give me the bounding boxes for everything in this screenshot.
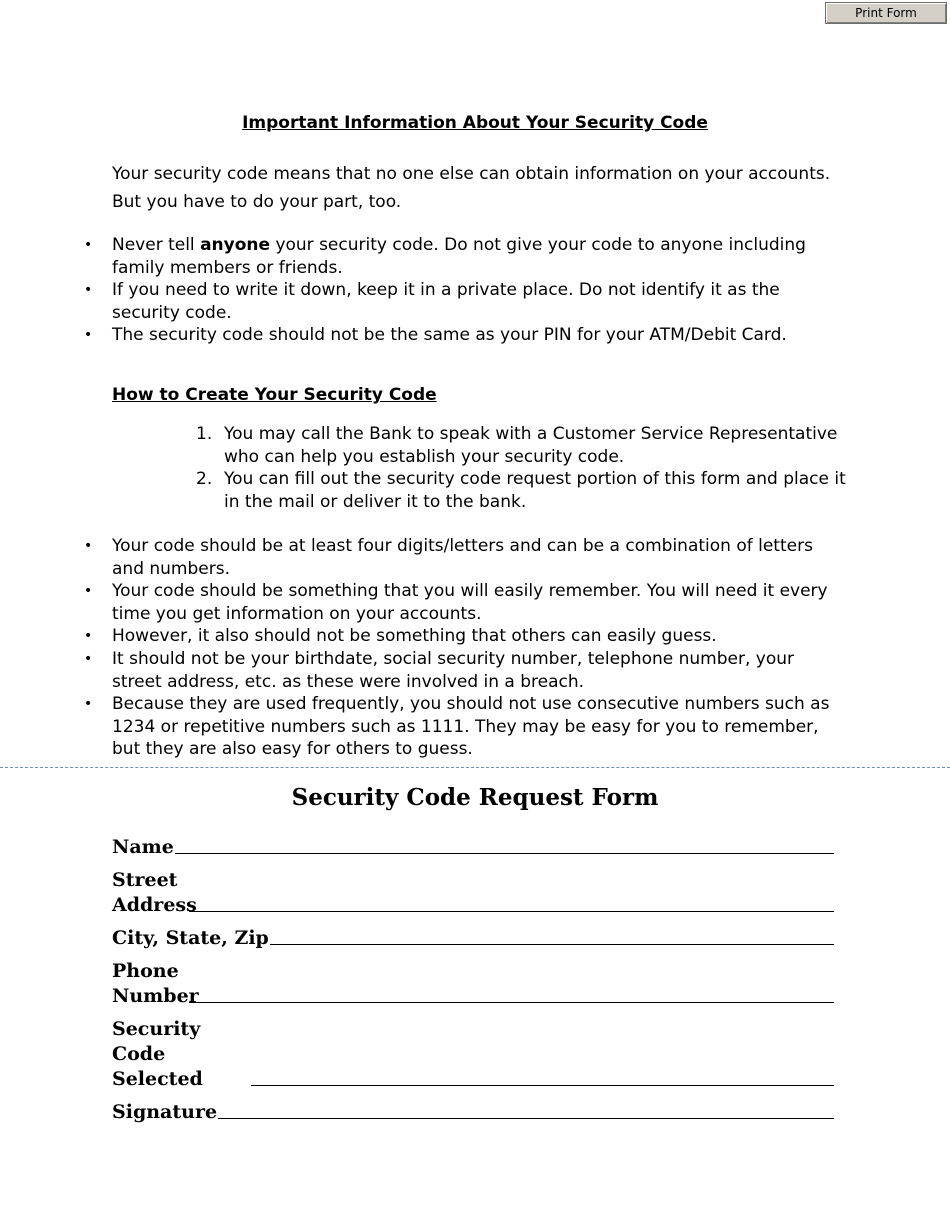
phone-number-field[interactable]	[112, 959, 834, 1009]
security-code-input-line[interactable]	[251, 1085, 834, 1086]
list-item: 2. You can fill out the security code request portion of this form and place it in the mail or deliver it to the bank.	[196, 469, 846, 512]
list-item: • However, it also should not be something that others can easily guess.	[112, 625, 842, 648]
name-field[interactable]	[112, 835, 834, 860]
top-bullet-list	[112, 234, 842, 347]
step-number: 2.	[196, 469, 213, 490]
security-code-field[interactable]	[112, 1017, 834, 1092]
phone-number-label: Phone Number	[112, 960, 199, 1007]
list-item: • Never tell anyone your security code. Do not give your code to anyone including family members or friends.	[112, 234, 842, 279]
list-item: • It should not be your birthdate, social security number, telephone number, your street address, etc. as these were involved in a breach.	[112, 648, 842, 693]
steps-list	[196, 423, 846, 513]
list-item: 1. You may call the Bank to speak with a Customer Service Representative who can help you establish your security code.	[196, 424, 838, 467]
street-address-label: Street Address	[112, 869, 197, 916]
bottom-bullet-list	[112, 535, 842, 761]
street-address-input-line[interactable]	[189, 911, 834, 912]
emphasis-anyone: anyone	[200, 235, 271, 255]
step-number: 1.	[196, 424, 213, 444]
city-state-zip-input-line[interactable]	[270, 944, 834, 945]
street-address-field[interactable]	[112, 868, 834, 918]
how-to-heading: How to Create Your Security Code	[112, 385, 437, 405]
list-item: • If you need to write it down, keep it in a private place. Do not identify it as the security code.	[112, 279, 842, 324]
signature-label: Signature	[112, 1101, 218, 1123]
signature-field[interactable]	[112, 1100, 834, 1125]
info-title: Important Information About Your Security Code	[242, 113, 708, 133]
city-state-zip-field[interactable]	[112, 926, 834, 951]
list-item: • Your code should be something that you will easily remember. You will need it every time you get information on your accounts.	[112, 580, 842, 625]
list-item: • Your code should be at least four digits/letters and can be a combination of letters and numbers.	[112, 535, 842, 580]
city-state-zip-label: City, State, Zip	[112, 927, 269, 949]
name-label: Name	[112, 836, 174, 858]
phone-number-input-line[interactable]	[189, 1002, 834, 1003]
intro-paragraph: Your security code means that no one else can obtain information on your accounts. But you have to do your part, too.	[112, 164, 831, 212]
name-input-line[interactable]	[175, 853, 834, 854]
list-item: • Because they are used frequently, you should not use consecutive numbers such as 1234 or repetitive numbers such as 1111. They may be easy for you to remember, but they are also easy for others to guess.	[112, 693, 842, 761]
signature-input-line[interactable]	[218, 1118, 834, 1119]
security-code-label: Security Code Selected	[112, 1018, 203, 1090]
print-form-button[interactable]: Print Form	[825, 2, 947, 24]
security-code-request-form	[112, 835, 834, 1133]
list-item: • The security code should not be the same as your PIN for your ATM/Debit Card.	[112, 324, 842, 347]
form-title: Security Code Request Form	[291, 784, 659, 811]
cut-line-divider	[0, 767, 950, 768]
